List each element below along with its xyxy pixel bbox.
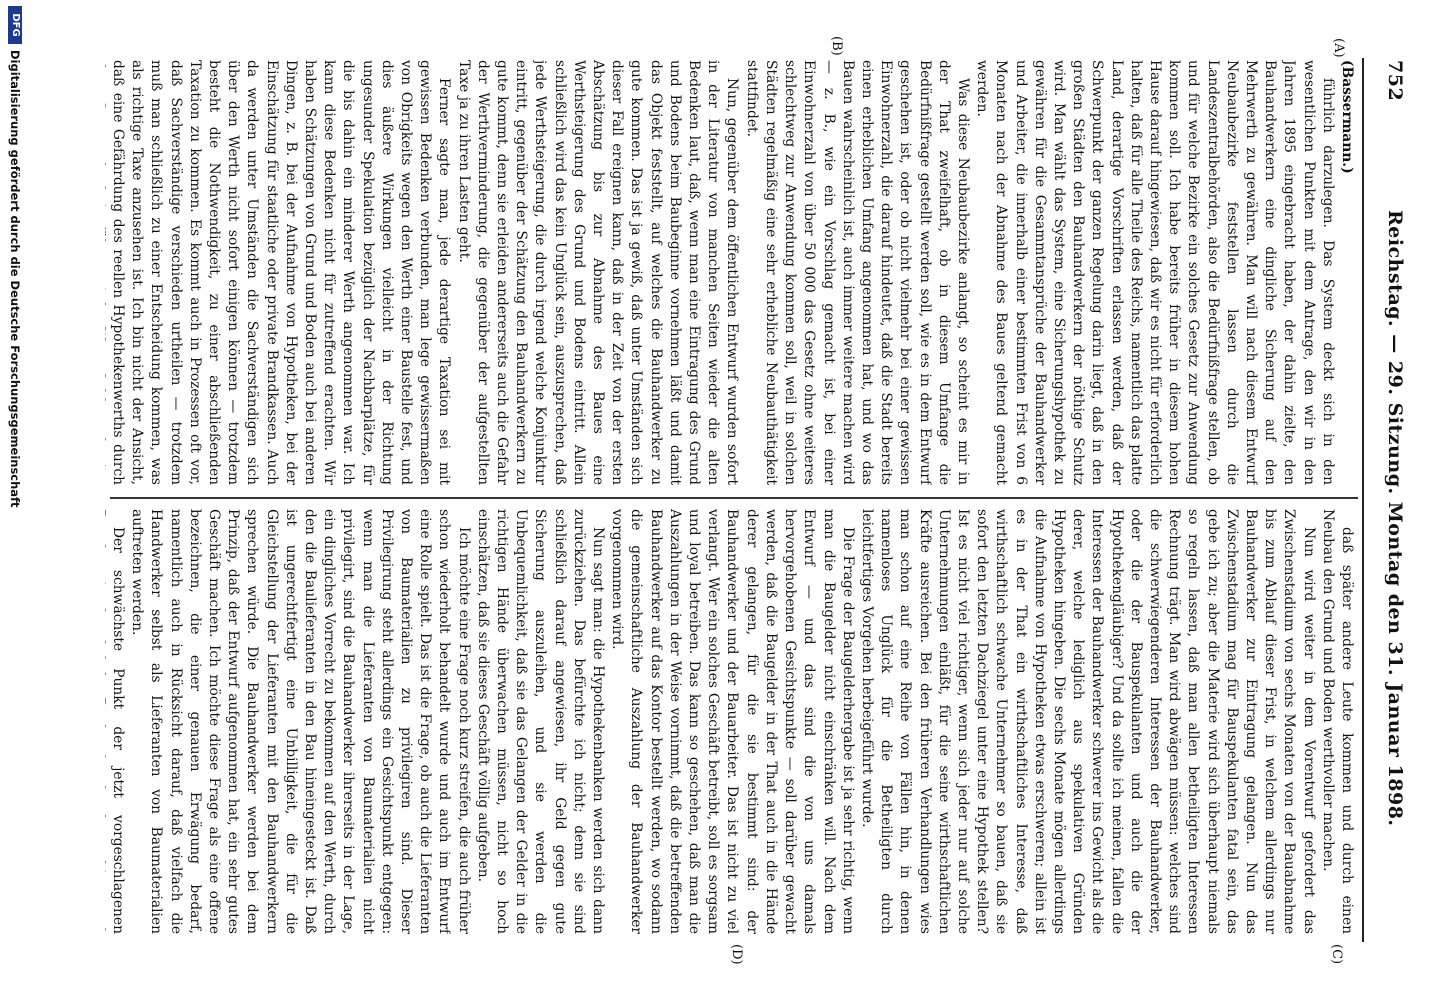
margin-mark-c: (C) <box>1329 944 1344 965</box>
right-column <box>105 509 1356 934</box>
column-divider <box>110 497 1358 499</box>
page-header <box>1366 60 1406 940</box>
paragraph: Nun sagt man: die Hypothekenbanken werden sich dann zurückziehen. Das befürchte ich nicht; denn sie sind schließlich darauf angewiesen, ihr Geld gegen gute Sicherung auszuleihen, und sie werden die Unbequemlichkeit, daß sie das Gelangen der Gelder in die richtigen Hände überwachen müssen, nicht so hoch einschätzen, daß sie dieses Geschäft völlig aufgeben. <box>474 509 607 934</box>
header-rule <box>1362 58 1364 942</box>
margin-mark-d: (D) <box>729 944 744 965</box>
speaker-name: (Bassermann.) <box>1339 60 1355 174</box>
page-title: Reichstag. — 29. Sitzung. Montag den 31. Januar 1898. <box>1384 210 1406 827</box>
paragraph: führlich darzulegen. Das System deckt sich in den wesentlichen Punkten mit dem Antrage, den wir in den Jahren 1895 eingebracht haben, der dahin zielte, den Bauhandwerkern eine dingliche Sicherung auf den Mehrwerth zu gewähren. Man will nach diesem Entwurf Neubaubezirke feststellen lassen durch die Landeszentralbehörden, also die Bedürfnißfrage stellen, ob und für welche Bezirke ein solches Gesetz zur Anwendung kommen soll. Ich habe bereits früher in diesem hohen Hause darauf hingewiesen, daß wir es nicht für erforderlich halten, daß für alle Theile des Reichs, namentlich das platte Land, derartige Vorschriften erlassen werden, daß der Schwerpunkt der ganzen Regelung darin liegt, daß in den großen Städten den Bauhandwerkern der nöthige Schutz wird. Man wählt das System, eine Sicherungshypothek zu gewähren für die Gesammtansprüche der Bauhandwerker und Arbeiter, die innerhalb einer bestimmten Frist von 6 Monaten nach der Abnahme des Baues geltend gemacht werden. <box>974 60 1336 485</box>
paragraph: Nun, gegenüber dem öffentlichen Entwurf wurden sofort in der Literatur von manchen Seiten wieder die alten Bedenken laut, daß, wenn man eine Eintragung des Grund und Bodens beim Baubeginne vornehmen läßt und damit das Objekt feststellt, auf welches die Bauhandwerker zu gute kommen. Das ist ja gewiß, daß unter Umständen sich dieser Fall ereignen kann, daß in der Zeit von der ersten Abschätzung bis zur Abnahme des Baues eine Werthsteigerung des Grund und Bodens eintritt. Allein schließlich wird das kein Unglück sein, auszusprechen, daß jede Werthsteigerung, die durch irgend welche Konjunktur eintritt, gegenüber der Schätzung den Bauhandwerkern zu gute kommt, denn sie erleiden andererseits auch die Gefahr der Werthverminderung, die gegenüber der aufgestellten Taxe ja zu ihren Lasten geht. <box>455 60 741 485</box>
paragraph: Der schwächste Punkt der jetzt vorgeschlagenen <box>110 527 126 934</box>
paragraph: Ich möchte eine Frage noch kurz streifen, die auch früher schon wiederholt behandelt wurde und auch im Entwurf eine Rolle spielt. Das ist die Frage, ob auch die Lieferanten von Baumaterialien zu privilegiren sind. Dieser Privilegirung steht allerdings ein Gesichtspunkt entgegen: wenn man die Lieferanten von Baumaterialien nicht privilegirt, sind die Bauhandwerker ihrerseits in der Lage, ein dingliches Vorrecht zu bekommen auf den Werth, durch den die Baulieferanten in den Bau hineingesteckt ist. Daß ist ungerechtfertigt eine Unbilligkeit, die für die Gleichstellung der Lieferanten mit den Bauhandwerkern sprechen würde. Die Bauhandwerker werden bei dem Prinzip, daß der Entwurf aufgenommen hat, ein sehr gutes Geschäft machen. Ich möchte diese Frage als eine offene bezeichnen, die einer genauen Erwägung bedarf, namentlich auch in Rücksicht darauf, daß vielfach die Handwerker selbst als Lieferanten von Baumaterialien auftreten werden. <box>129 509 472 934</box>
page-number: 752 <box>1384 60 1406 102</box>
left-column <box>105 60 1356 485</box>
funding-note: Digitalisierung gefördert durch die Deutsche Forschungsgemeinschaft <box>8 50 22 508</box>
dfg-logo: DFG <box>8 6 22 44</box>
paragraph: daß später andere Leute kommen und durch einen Neubau den Grund und Boden werthvoller machen. <box>1319 509 1355 934</box>
margin-mark-a: (A) <box>1331 38 1346 58</box>
paragraph: Nun wird weiter in dem Vorentwurf gefordert das Zwischenstadium von sechs Monaten von der Bauabnahme bis zum Ablauf dieser Frist, in welchem allerdings nur Bauhandwerker zur Eintragung gelangen. Nun das Zwischenstadium mag für Bauspekulanten fatal sein, das gebe ich zu; aber die Materie wird sich überhaupt niemals so regeln lassen, daß man allen betheiligten Interessen Rechnung trägt. Man wird abwägen müssen: welches sind die schwerwiegenderen Interessen der Bauhandwerker, oder die der Bauspekulanten und auch die der Hypothekengläubiger? Und da sollte ich meinen, fallen die Interessen der Bauhandwerker schwerer ins Gewicht als die derer, welche lediglich aus spekulativen Gründen Hypotheken hingeben. Die sechs Monate mögen allerdings die Aufnahme von Hypotheken etwas erschweren; allein ist es in der That ein wirthschaftliches Interesse, daß wirthschaftlich schwache Unternehmer so bauen, daß sie sofort den letzten Dachziegel unter eine Hypothek stellen? Ist es nicht viel richtiger, wenn sich jeder nur auf solche Unternehmungen einläßt, für die seine wirthschaftlichen Kräfte ausreichen. Bei den früheren Verhandlungen wies man schon auf eine Reihe von Fällen hin, in denen namenloses Unglück für die Betheiligten durch leichtfertiges Vorgehen herbeigeführt wurde. <box>858 509 1317 934</box>
margin-mark-b: (B) <box>829 36 844 56</box>
paragraph: Was diese Neubaubezirke anlangt, so scheint es mir in der That zweifelhaft, ob in diesem Umfange die Bedürfnißfrage gestellt werden soll, wie es in dem Entwurf geschehen ist, oder ob nicht vielmehr bei einer gewissen Einwohnerzahl, die darauf hindeutet, daß die Stadt bereits einen erheblichen Umfang angenommen hat, und wo das Bauen wahrscheinlich ist, auch immer weitere machen wird — z. B., wie ein Vorschlag gemacht ist, bei einer Einwohnerzahl von über 50 000 das Gesetz ohne weiteres schlechtweg zur Anwendung kommen soll, weil in solchen Städten regelmäßig eine sehr erhebliche Neubauthätigkeit stattfindet. <box>743 60 971 485</box>
funding-footer <box>0 0 30 1000</box>
paragraph: Die Frage der Baugelderhergabe ist ja sehr richtig, wenn man die Baugelder nicht einschränken will. Nach dem Entwurf — und das sind die von uns damals hervorgehobenen Gesichtspunkte — soll darüber gewacht werden, daß die Baugelder in der That auch in die Hände derer gelangen, für die sie bestimmt sind: der Bauhandwerker und der Bauarbeiter. Das ist nicht zu viel verlangt. Wer ein solches Geschäft betreibt, soll es sorgsam und loyal betreiben. Das kann so geschehen, daß man die Auszahlungen in der Weise vornimmt, daß die betreffenden Bauhandwerker auf das Kontor bestellt werden, wo sodann die gemeinschaftliche Auszahlung der Bauhandwerker vorgenommen wird. <box>609 509 856 934</box>
paragraph: Ferner sagte man, jede derartige Taxation sei mit gewissen Bedenken verbunden, man lege gewissermaßen von Obrigkeits wegen den Werth einer Baustelle fest, und dies äußere Wirkungen vielleicht in der Richtung ungesunder Spekulation bezüglich der Nachbarplätze, für die bis dahin ein minderer Werth angenommen war. Ich kann diese Bedenken nicht für zutreffend erachten. Wir haben Schätzungen von Grund und Boden auch bei anderen Dingen, z. B. bei der Aufnahme von Hypotheken, bei der Einschätzung für staatliche oder private Brandkassen. Auch da werden unter Umständen die Sachverständigen sich über den Werth nicht sofort einigen können — trotzdem besteht die Nothwendigkeit, zu einer abschließenden Taxation zu kommen. Es kommt auch in Prozessen oft vor, daß Sachverständige verschieden urtheilen — trotzdem muß man schließlich zu einer Entscheidung kommen, was als richtige Taxe anzusehen ist. Ich bin nicht der Ansicht, daß eine Gefährdung des reellen Hypothekenwerths durch <box>110 60 453 485</box>
